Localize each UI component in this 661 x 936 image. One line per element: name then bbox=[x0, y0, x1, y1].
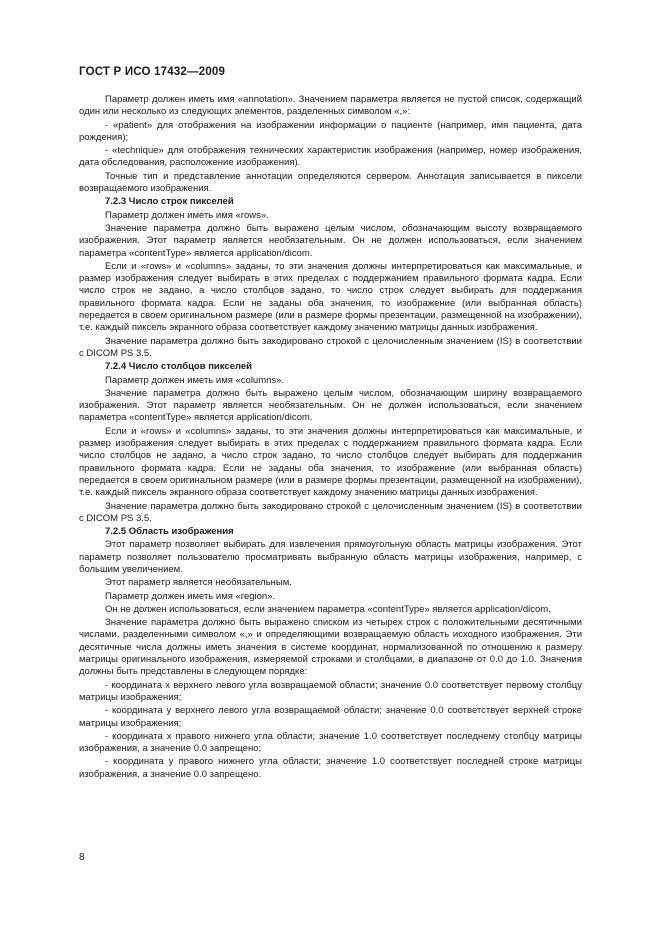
paragraph: Точные тип и представление аннотации определяются сервером. Аннотация записывается в пиксели возвращаемого изображения. bbox=[79, 170, 582, 195]
document-body bbox=[79, 94, 582, 782]
paragraph: Значение параметра должно быть выражено целым числом, обозначающим ширину возвращаемого изображения. Этот параметр является необязательным. Он не должен использоваться, если значением параметра «contentType» является application/dicom. bbox=[79, 387, 582, 424]
paragraph: Если и «rows» и «columns» заданы, то эти значения должны интерпретироваться как максимальные, и размер изображения следует выбирать в этих пределах с поддержанием правильного формата кадра. Если число столбцов не задано, а число строк задано, то число столбцов следует выбирать для поддержания правильного формата кадра. Если не заданы оба значения, то изображение (или выбранная область) передается в своем оригинальном размере (или в размере формы презентации, размещенной на изображении), т.е. каждый пиксель экранного образа соответствует каждому значению матрицы данных изображения. bbox=[79, 425, 582, 499]
paragraph: - координата y верхнего левого угла возвращаемой области; значение 0.0 соответствует верхней строке матрицы изображения; bbox=[79, 705, 582, 729]
section-heading: 7.2.4 Число столбцов пикселей bbox=[105, 361, 253, 373]
paragraph: Параметр должен иметь имя «region». bbox=[105, 590, 276, 602]
paragraph: Параметр должен иметь имя «columns». bbox=[105, 374, 285, 386]
paragraph: - «technique» для отображения технических характеристик изображения (например, номер изображения, дата обследования, расположение изображения). bbox=[79, 145, 582, 169]
paragraph: Этот параметр позволяет выбирать для извлечения прямоугольную область матрицы изображения. Этот параметр позволяет пользователю просматривать выбранную область матрицы изображения, например, с большим увеличением. bbox=[79, 539, 582, 575]
paragraph: Значение параметра должно быть закодировано строкой с целочисленным значением (IS) в соответствии с DICOM PS 3.5. bbox=[79, 500, 582, 524]
paragraph: - координата y правого нижнего угла области; значение 1.0 соответствует последней строке матрицы изображения, а значение 0.0 запрещено. bbox=[79, 756, 582, 780]
paragraph: Если и «rows» и «columns» заданы, то эти значения должны интерпретироваться как максимальные, и размер изображения следует выбирать в этих пределах с поддержанием правильного формата кадра. Если число строк не задано, а число столбцов задано, то число строк следует выбирать для поддержания правильного формата кадра. Если не заданы оба значения, то изображение (или выбранная область) передается в своем оригинальном размере (или в размере формы презентации, размещенной на изображении), т.е. каждый пиксель экранного образа соответствует каждому значению матрицы данных изображения. bbox=[79, 260, 582, 334]
paragraph: Значение параметра должно быть выражено целым числом, обозначающим высоту возвращаемого изображения. Этот параметр является необязательным. Он не должен использоваться, если значением параметра «contentType» является application/dicom. bbox=[79, 222, 582, 259]
section-heading: 7.2.3 Число строк пикселей bbox=[105, 196, 234, 208]
document-header: ГОСТ Р ИСО 17432—2009 bbox=[79, 66, 226, 78]
page-number: 8 bbox=[79, 852, 85, 863]
paragraph: Значение параметра должно быть закодировано строкой с целочисленным значением (IS) в соответствии с DICOM PS 3.5. bbox=[79, 335, 582, 359]
section-heading: 7.2.5 Область изображения bbox=[105, 526, 234, 538]
paragraph: Значение параметра должно быть выражено списком из четырех строк с положительными десятичными числами, разделенными символом «,» и определяющими возвращаемую область исходного изображения. Эти десятичные числа должны иметь значения в системе координат, нормализованной по отношению к размеру матрицы оригинального изображения, измеряемой строками и столбцами, в диапазоне от 0.0 до 1.0. Значения должны быть представлены в следующем порядке: bbox=[79, 617, 582, 678]
paragraph: Параметр должен иметь имя «annotation». Значением параметра является не пустой список, содержащий один или несколько из следующих элементов, разделенных символом «,»: bbox=[79, 94, 582, 118]
paragraph: Этот параметр является необязательным. bbox=[105, 577, 292, 589]
paragraph: - «patient» для отображения на изображении информации о пациенте (например, имя пациента, дата рождения); bbox=[79, 119, 582, 143]
paragraph: - координата x правого нижнего угла области; значение 1.0 соответствует последнему столбцу матрицы изображения, а значение 0.0 запрещено; bbox=[79, 730, 582, 755]
paragraph: - координата x верхнего левого угла возвращаемой области; значение 0.0 соответствует первому столбцу матрицы изображения; bbox=[79, 679, 582, 703]
paragraph: Параметр должен иметь имя «rows». bbox=[105, 209, 269, 221]
paragraph: Он не должен использоваться, если значением параметра «contentType» является application/dicom. bbox=[105, 603, 551, 615]
